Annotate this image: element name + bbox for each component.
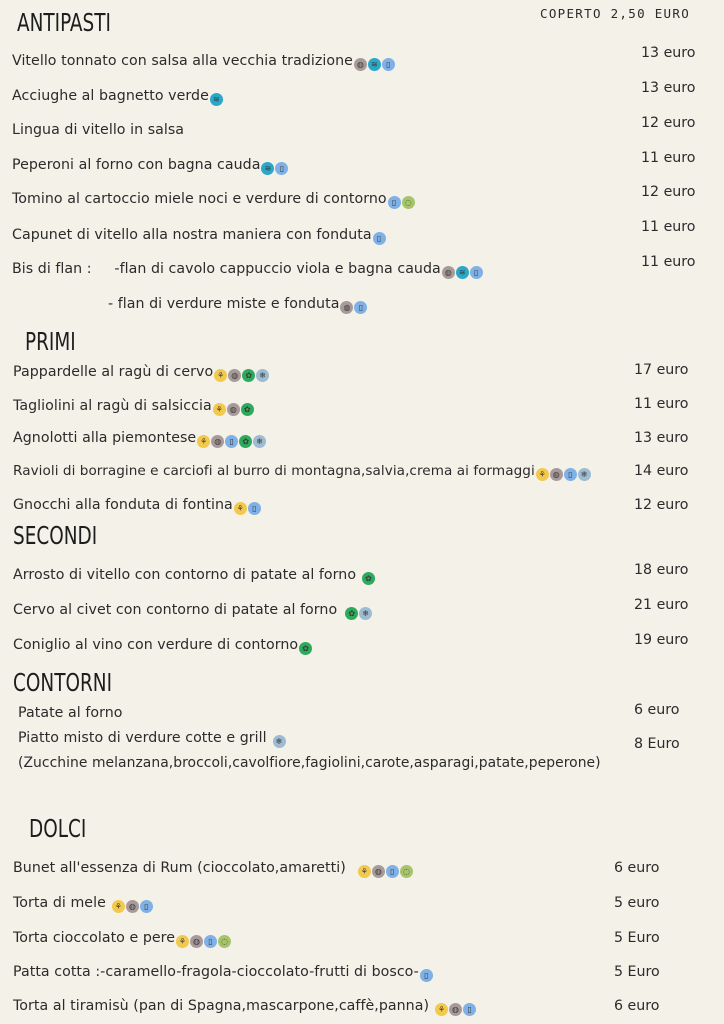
gluten-allergen-icon: ⚘ xyxy=(176,935,189,948)
item-price: 14 euro xyxy=(634,463,689,479)
item-price: 8 Euro xyxy=(634,736,680,752)
item-price: 13 euro xyxy=(641,80,696,96)
menu-item xyxy=(13,860,413,878)
fish-allergen-icon: ≋ xyxy=(210,93,223,106)
menu-item xyxy=(13,637,312,655)
item-name: Vitello tonnato con salsa alla vecchia tradizione xyxy=(12,53,353,69)
item-price: 11 euro xyxy=(641,150,696,166)
menu-item xyxy=(12,227,386,245)
frozen-allergen-icon: ❄ xyxy=(253,435,266,448)
celery-allergen-icon: ✿ xyxy=(241,403,254,416)
menu-item xyxy=(108,296,367,314)
nuts-allergen-icon: ◌ xyxy=(400,865,413,878)
dairy-allergen-icon: ▯ xyxy=(388,196,401,209)
menu-item xyxy=(13,430,266,448)
egg-allergen-icon: ◍ xyxy=(228,369,241,382)
item-name: Tagliolini al ragù di salsiccia xyxy=(13,398,212,414)
fish-allergen-icon: ≋ xyxy=(456,266,469,279)
gluten-allergen-icon: ⚘ xyxy=(234,502,247,515)
item-name: Cervo al civet con contorno di patate al forno xyxy=(13,602,338,618)
allergen-icons xyxy=(197,435,266,448)
gluten-allergen-icon: ⚘ xyxy=(435,1003,448,1016)
menu-item xyxy=(12,88,223,106)
item-name: Arrosto di vitello con contorno di patate al forno xyxy=(13,567,357,583)
section-title-antipasti: ANTIPASTI xyxy=(17,8,111,37)
dairy-allergen-icon: ▯ xyxy=(564,468,577,481)
allergen-icons xyxy=(234,502,261,515)
item-price: 18 euro xyxy=(634,562,689,578)
dairy-allergen-icon: ▯ xyxy=(354,301,367,314)
allergen-icons xyxy=(112,900,153,913)
menu-item xyxy=(13,930,231,948)
item-price: 5 Euro xyxy=(614,964,660,980)
menu-item xyxy=(12,122,185,138)
allergen-icons xyxy=(176,935,231,948)
allergen-icons xyxy=(340,301,367,314)
menu-item xyxy=(12,261,483,279)
item-name: Torta al tiramisù (pan di Spagna,mascarpone,caffè,panna) xyxy=(13,998,430,1014)
fish-allergen-icon: ≋ xyxy=(368,58,381,71)
celery-allergen-icon: ✿ xyxy=(242,369,255,382)
egg-allergen-icon: ◍ xyxy=(442,266,455,279)
menu-item xyxy=(13,998,476,1016)
menu-item xyxy=(13,398,254,416)
dairy-allergen-icon: ▯ xyxy=(382,58,395,71)
egg-allergen-icon: ◍ xyxy=(190,935,203,948)
item-name: Torta di mele xyxy=(13,895,106,911)
egg-allergen-icon: ◍ xyxy=(550,468,563,481)
item-price: 11 euro xyxy=(634,396,689,412)
menu-item xyxy=(12,53,395,71)
item-price: 12 euro xyxy=(641,115,696,131)
menu-item xyxy=(12,191,415,209)
menu-item xyxy=(13,364,269,382)
allergen-icons xyxy=(388,196,415,209)
allergen-icons xyxy=(213,403,254,416)
dairy-allergen-icon: ▯ xyxy=(225,435,238,448)
egg-allergen-icon: ◍ xyxy=(449,1003,462,1016)
item-price: 5 Euro xyxy=(614,930,660,946)
gluten-allergen-icon: ⚘ xyxy=(112,900,125,913)
frozen-allergen-icon: ❄ xyxy=(256,369,269,382)
dairy-allergen-icon: ▯ xyxy=(275,162,288,175)
item-name: Piatto misto di verdure cotte e grill xyxy=(18,730,267,746)
frozen-allergen-icon: ❄ xyxy=(578,468,591,481)
item-price: 19 euro xyxy=(634,632,689,648)
item-name: Bunet all'essenza di Rum (cioccolato,amaretti) xyxy=(13,860,346,876)
item-price: 13 euro xyxy=(641,45,696,61)
allergen-icons xyxy=(358,865,413,878)
allergen-icons xyxy=(214,369,269,382)
gluten-allergen-icon: ⚘ xyxy=(358,865,371,878)
item-price: 11 euro xyxy=(641,219,696,235)
item-name: Agnolotti alla piemontese xyxy=(13,430,197,446)
item-price: 6 euro xyxy=(614,998,660,1014)
allergen-icons xyxy=(299,642,312,655)
coperto-label: COPERTO 2,50 EURO xyxy=(540,6,691,21)
dairy-allergen-icon: ▯ xyxy=(386,865,399,878)
gluten-allergen-icon: ⚘ xyxy=(214,369,227,382)
allergen-icons xyxy=(273,735,286,748)
dairy-allergen-icon: ▯ xyxy=(248,502,261,515)
menu-item xyxy=(13,895,153,913)
nuts-allergen-icon: ◌ xyxy=(402,196,415,209)
allergen-icons xyxy=(435,1003,476,1016)
item-name: Coniglio al vino con verdure di contorno xyxy=(13,637,299,653)
celery-allergen-icon: ✿ xyxy=(345,607,358,620)
allergen-icons xyxy=(261,162,288,175)
dairy-allergen-icon: ▯ xyxy=(420,969,433,982)
menu-item xyxy=(18,755,601,771)
menu-item xyxy=(13,567,375,585)
item-name: Lingua di vitello in salsa xyxy=(12,122,185,138)
item-name: Tomino al cartoccio miele noci e verdure di contorno xyxy=(12,191,387,207)
gluten-allergen-icon: ⚘ xyxy=(213,403,226,416)
item-name: Ravioli di borragine e carciofi al burro di montagna,salvia,crema ai formaggi xyxy=(13,463,535,479)
menu-item xyxy=(13,463,591,481)
gluten-allergen-icon: ⚘ xyxy=(536,468,549,481)
celery-allergen-icon: ✿ xyxy=(299,642,312,655)
menu-item xyxy=(13,602,372,620)
egg-allergen-icon: ◍ xyxy=(126,900,139,913)
allergen-icons xyxy=(362,572,375,585)
frozen-allergen-icon: ❄ xyxy=(359,607,372,620)
item-name: Patate al forno xyxy=(18,705,123,721)
item-name: (Zucchine melanzana,broccoli,cavolfiore,fagiolini,carote,asparagi,patate,peperone) xyxy=(18,755,601,771)
item-price: 12 euro xyxy=(634,497,689,513)
egg-allergen-icon: ◍ xyxy=(354,58,367,71)
item-price: 5 euro xyxy=(614,895,660,911)
item-price: 6 euro xyxy=(614,860,660,876)
menu-item xyxy=(13,964,433,982)
item-name: Peperoni al forno con bagna cauda xyxy=(12,157,261,173)
section-title-secondi: SECONDI xyxy=(13,521,98,550)
egg-allergen-icon: ◍ xyxy=(372,865,385,878)
allergen-icons xyxy=(442,266,483,279)
fish-allergen-icon: ≋ xyxy=(261,162,274,175)
dairy-allergen-icon: ▯ xyxy=(373,232,386,245)
allergen-icons xyxy=(210,93,223,106)
nuts-allergen-icon: ◌ xyxy=(218,935,231,948)
dairy-allergen-icon: ▯ xyxy=(140,900,153,913)
allergen-icons xyxy=(345,607,372,620)
item-name: Gnocchi alla fonduta di fontina xyxy=(13,497,233,513)
item-price: 17 euro xyxy=(634,362,689,378)
allergen-icons xyxy=(420,969,433,982)
celery-allergen-icon: ✿ xyxy=(362,572,375,585)
menu-item xyxy=(12,157,288,175)
item-name: Patta cotta :-caramello-fragola-cioccolato-frutti di bosco- xyxy=(13,964,419,980)
section-title-primi: PRIMI xyxy=(25,327,76,356)
allergen-icons xyxy=(536,468,591,481)
item-price: 13 euro xyxy=(634,430,689,446)
item-name: Torta cioccolato e pere xyxy=(13,930,175,946)
allergen-icons xyxy=(373,232,386,245)
item-name: Acciughe al bagnetto verde xyxy=(12,88,209,104)
item-name: Pappardelle al ragù di cervo xyxy=(13,364,214,380)
dairy-allergen-icon: ▯ xyxy=(204,935,217,948)
menu-item xyxy=(18,705,124,721)
dairy-allergen-icon: ▯ xyxy=(463,1003,476,1016)
section-title-contorni: CONTORNI xyxy=(13,668,113,697)
menu-item xyxy=(18,730,286,748)
item-name: Capunet di vitello alla nostra maniera con fonduta xyxy=(12,227,372,243)
egg-allergen-icon: ◍ xyxy=(211,435,224,448)
item-name: Bis di flan : -flan di cavolo cappuccio viola e bagna cauda xyxy=(12,261,441,277)
item-price: 21 euro xyxy=(634,597,689,613)
celery-allergen-icon: ✿ xyxy=(239,435,252,448)
item-price: 11 euro xyxy=(641,254,696,270)
egg-allergen-icon: ◍ xyxy=(340,301,353,314)
egg-allergen-icon: ◍ xyxy=(227,403,240,416)
allergen-icons xyxy=(354,58,395,71)
frozen-allergen-icon: ❄ xyxy=(273,735,286,748)
item-price: 12 euro xyxy=(641,184,696,200)
item-price: 6 euro xyxy=(634,702,680,718)
menu-item xyxy=(13,497,261,515)
dairy-allergen-icon: ▯ xyxy=(470,266,483,279)
section-title-dolci: DOLCI xyxy=(29,814,87,843)
gluten-allergen-icon: ⚘ xyxy=(197,435,210,448)
item-name: - flan di verdure miste e fonduta xyxy=(108,296,340,312)
